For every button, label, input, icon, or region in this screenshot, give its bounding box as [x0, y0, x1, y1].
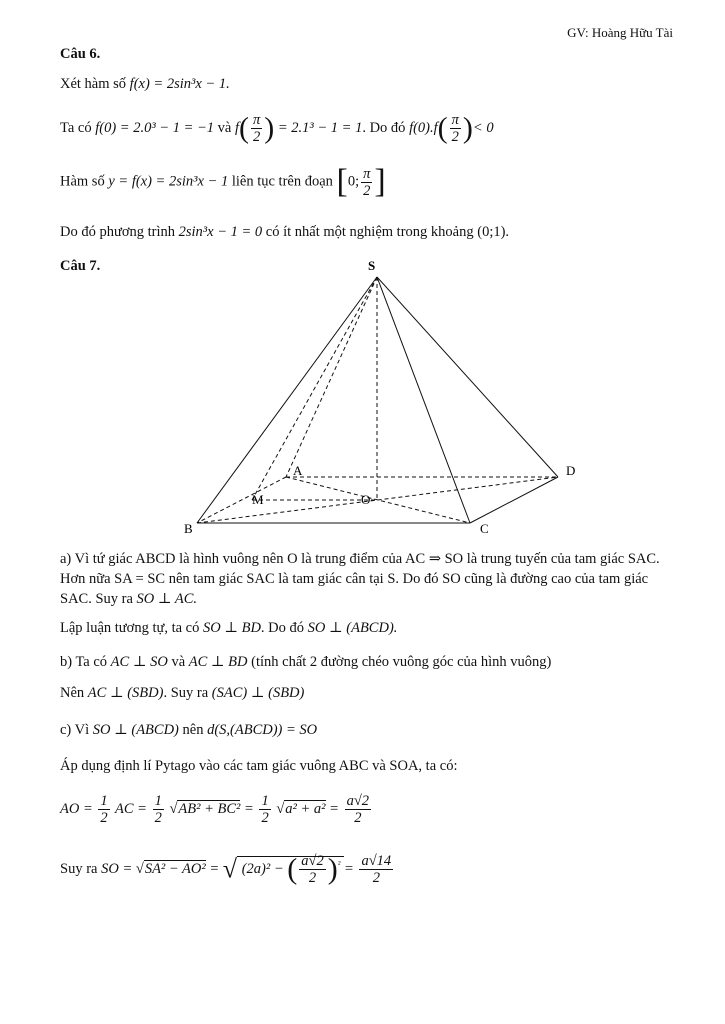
question-7-title: Câu 7. [60, 258, 101, 274]
q6-l3-math: y = f(x) = 2sin³x − 1 [108, 173, 229, 190]
ao-rad1: AB² + BC² [178, 800, 241, 817]
q7-n-math2: (SAC) ⊥ (SBD) [211, 685, 305, 701]
q6-l2-prefix: Ta có [60, 119, 92, 136]
label-m: M [252, 492, 264, 507]
so-lhs: SO = [101, 860, 133, 877]
q7-ll-math1: SO ⊥ BD [202, 620, 261, 636]
q7-ll-math2: SO ⊥ (ABCD). [307, 620, 398, 636]
q7-b-and: và [171, 654, 186, 670]
q7-c-math2: d(S,(ABCD)) = SO [207, 722, 318, 738]
q7-b-prefix: b) Ta có [60, 654, 108, 670]
q7-c-prefix: c) Vì [60, 722, 90, 738]
q6-l3-prefix: Hàm số [60, 173, 105, 190]
q6-l2-math3: f(0).f [409, 119, 438, 136]
q6-l4-prefix: Do đó phương trình [60, 224, 176, 240]
q7-part-b [60, 654, 551, 671]
q7-pytago: Áp dụng định lí Pytago vào các tam giác vuông ABC và SOA, ta có: [60, 758, 458, 774]
label-c: C [480, 521, 489, 536]
q7-line-nen [60, 685, 304, 702]
q7-n-mid: . Suy ra [163, 685, 209, 701]
q6-l2-and: và [217, 119, 232, 136]
so-2a: (2a)² [241, 860, 271, 877]
q6-l3-text: liên tục trên đoạn [231, 173, 333, 190]
q6-l2-frac2: $\frac{\pi}{2}$ [451, 112, 459, 145]
q7-n-math1: AC ⊥ (SBD) [87, 685, 164, 701]
q6-l1-prefix: Xét hàm số [60, 76, 127, 92]
q6-l2-dodo: . Do đó [362, 119, 406, 136]
q6-line-3: Hàm số y = f(x) = 2sin³x − 1 liên tục trên đoạn [0; $\frac{\pi}{2}$ ] [60, 163, 386, 200]
page-header: GV: Hoàng Hữu Tài [567, 25, 673, 40]
q7-part-a [60, 549, 668, 609]
q6-l2-math2: = 2.1³ − 1 = 1 [277, 119, 363, 136]
q7-line-lapluan [60, 620, 397, 637]
q6-l2-math1: f(0) = 2.0³ − 1 = −1 [95, 119, 215, 136]
question-6-title: Câu 6. [60, 46, 101, 62]
q7-part-c [60, 722, 317, 739]
q7-ao-formula: AO = $\frac{1}{2}$ AC = $\frac{1}{2}$ √AB² + BC² = $\frac{1}{2}$ √a² + a² = $\frac{a√2}{2}$ [60, 793, 370, 826]
q7-b-math1: AC ⊥ SO [110, 654, 168, 670]
label-s: S [368, 258, 376, 273]
so-eq2: = [344, 860, 354, 877]
so-eq: = [209, 860, 220, 877]
so-rad1: SA² − AO² [144, 860, 206, 877]
q6-l3-interval: 0; [347, 173, 360, 190]
q6-l2-f: f [234, 119, 239, 136]
q6-line-2: Ta có f(0) = 2.0³ − 1 = −1 và f( $\frac{\pi}{2}$ ) = 2.1³ − 1 = 1. Do đó f(0).f( $\frac{\pi}{2}$ )< 0 [60, 111, 494, 145]
q7-so-formula: Suy ra SO = √SA² − AO² = √ (2a)² − ( $\frac{a√2}{2}$ )$^{^2}$ = $\frac{a√14}{2}$ [60, 852, 392, 886]
q6-l2-math4: < 0 [472, 119, 494, 136]
label-a: A [293, 463, 303, 478]
label-o: O [361, 492, 371, 507]
q7-a-math: SO ⊥ AC. [136, 591, 198, 607]
so-prefix: Suy ra [60, 860, 98, 877]
ao-ac: AC = [115, 800, 147, 817]
q6-l2-frac: $\frac{\pi}{2}$ [252, 112, 261, 145]
q7-ll-prefix: Lập luận tương tự, ta có [60, 620, 200, 636]
q6-l4-math: 2sin³x − 1 = 0 [178, 224, 263, 240]
so-minus: − [273, 860, 284, 877]
ao-lhs: AO = [60, 800, 93, 817]
ao-rad2: a² + a² [285, 800, 326, 817]
label-b: B [184, 521, 193, 536]
ao-eq: = [244, 800, 254, 817]
label-d: D [566, 463, 576, 478]
q7-n-prefix: Nên [60, 685, 85, 701]
q7-c-math1: SO ⊥ (ABCD) [92, 722, 179, 738]
q6-l1-math: f(x) = 2sin³x − 1. [129, 76, 230, 92]
q7-ll-dodo: . Do đó [260, 620, 305, 636]
q6-l4-text: có ít nhất một nghiệm trong khoảng [265, 224, 474, 240]
q7-c-mid: nên [182, 722, 204, 738]
q6-l4-interval: (0;1). [477, 224, 510, 240]
q7-b-note: (tính chất 2 đường chéo vuông góc của hình vuông) [251, 654, 552, 670]
q7-a-text: a) Vì tứ giác ABCD là hình vuông nên O là trung điểm của AC ⇒ SO là trung tuyến của tam giác SAC. Hơn nữa SA = SC nên tam giác SAC là tam giác cân tại S. Do đó SO cũng là đường cao của tam giác SAC. Suy ra [60, 551, 660, 607]
q7-b-math2: AC ⊥ BD [188, 654, 248, 670]
ao-eq2: = [329, 800, 339, 817]
